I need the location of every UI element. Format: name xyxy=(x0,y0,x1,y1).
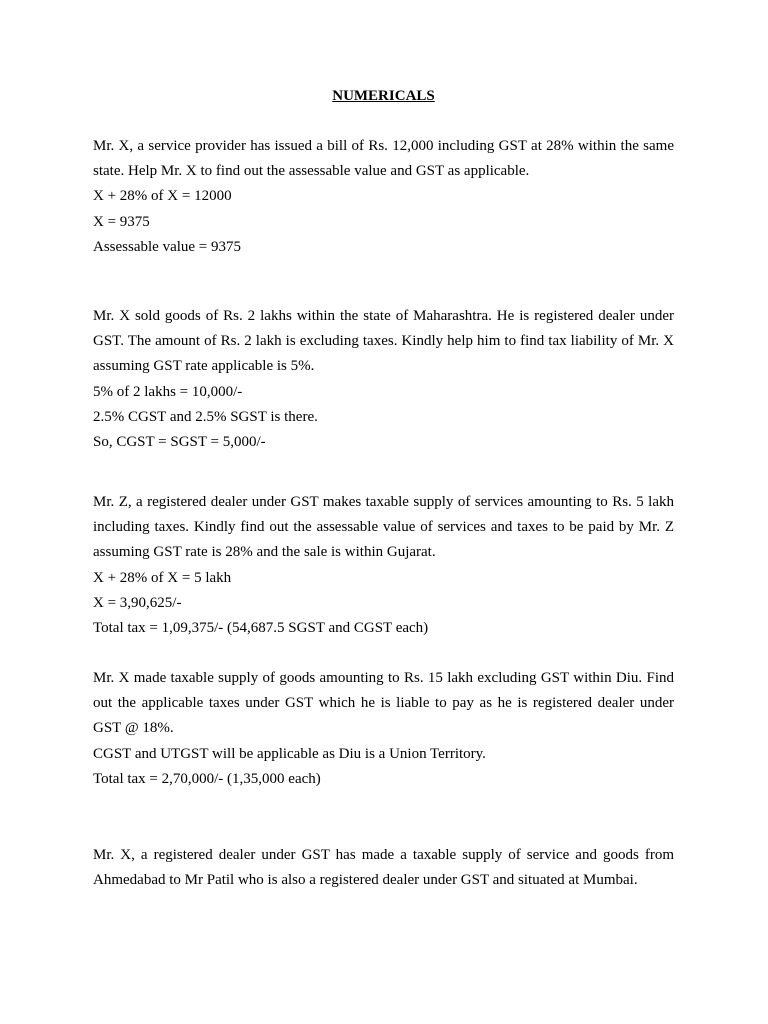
solution-line: X = 9375 xyxy=(93,213,150,230)
problem-5 xyxy=(93,843,674,893)
solution-line: 5% of 2 lakhs = 10,000/- xyxy=(93,383,243,400)
problem-question: Mr. X sold goods of Rs. 2 lakhs within the state of Maharashtra. He is registered dealer under GST. The amount of Rs. 2 lakh is excluding taxes. Kindly help him to find tax liability of Mr. X assuming GST rate applicable is 5%. xyxy=(93,308,674,375)
solution-line: Assessable value = 9375 xyxy=(93,238,242,255)
solution-line: So, CGST = SGST = 5,000/- xyxy=(93,433,266,450)
solution-line: X = 3,90,625/- xyxy=(93,594,182,611)
page-title: NUMERICALS xyxy=(332,88,435,104)
solution-line: Total tax = 1,09,375/- (54,687.5 SGST and CGST each) xyxy=(93,619,429,636)
problem-question: Mr. X made taxable supply of goods amounting to Rs. 15 lakh excluding GST within Diu. Find out the applicable taxes under GST which he is liable to pay as he is registered dealer under GST @ 18%. xyxy=(93,670,674,737)
solution-line: Total tax = 2,70,000/- (1,35,000 each) xyxy=(93,770,321,787)
problem-4 xyxy=(93,666,674,792)
solution-line: 2.5% CGST and 2.5% SGST is there. xyxy=(93,408,318,425)
problem-2 xyxy=(93,304,674,455)
solution-line: CGST and UTGST will be applicable as Diu is a Union Territory. xyxy=(93,745,486,762)
problem-1 xyxy=(93,134,674,260)
problem-question: Mr. Z, a registered dealer under GST makes taxable supply of services amounting to Rs. 5 lakh including taxes. Kindly find out the assessable value of services and taxes to be paid by Mr. Z assuming GST rate is 28% and the sale is within Gujarat. xyxy=(93,494,674,561)
solution-line: X + 28% of X = 12000 xyxy=(93,188,232,205)
problem-3 xyxy=(93,490,674,641)
solution-line: X + 28% of X = 5 lakh xyxy=(93,569,232,586)
problem-question: Mr. X, a registered dealer under GST has made a taxable supply of service and goods from Ahmedabad to Mr Patil who is also a registered dealer under GST and situated at Mumbai. xyxy=(93,847,674,889)
problem-question: Mr. X, a service provider has issued a bill of Rs. 12,000 including GST at 28% within the same state. Help Mr. X to find out the assessable value and GST as applicable. xyxy=(93,138,674,180)
